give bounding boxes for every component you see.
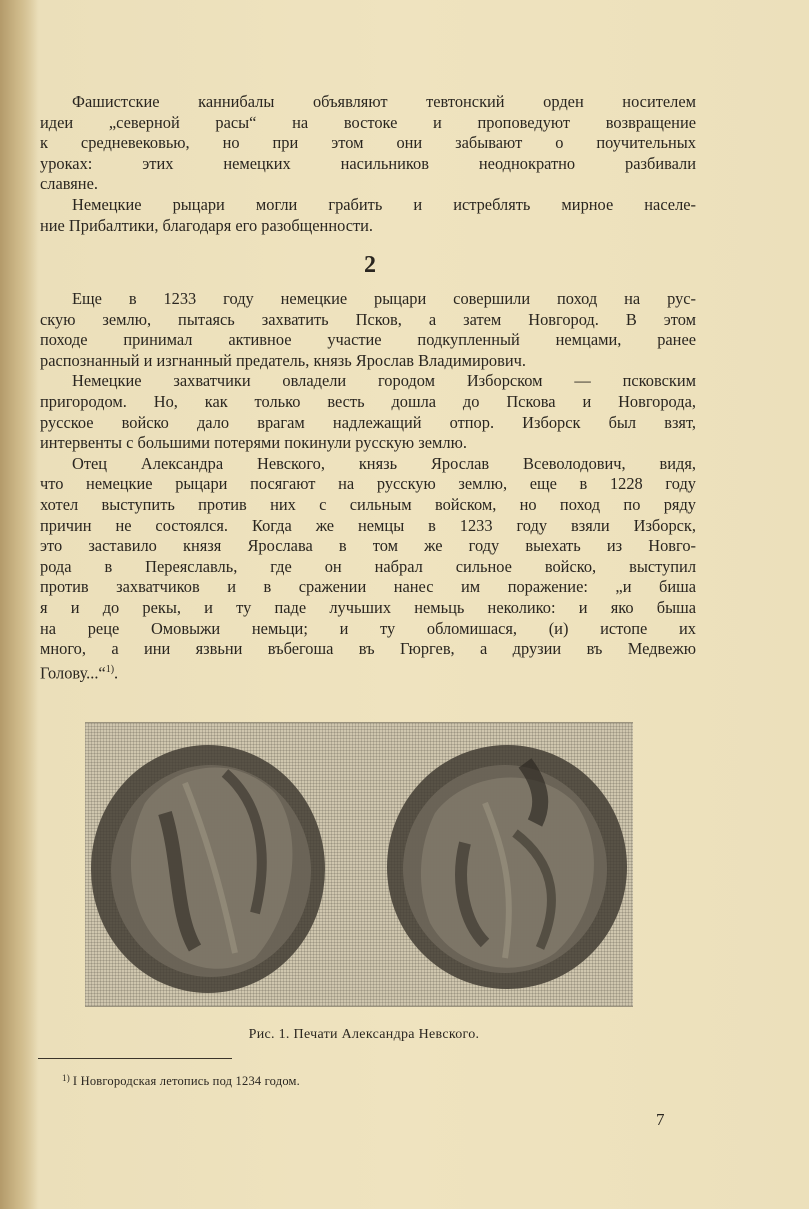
paragraph-line-text: Голову...“ [40,663,106,683]
paragraph-5 [40,454,696,684]
closing-parenthesis: . [114,663,119,683]
paragraph-line: Немецкие рыцари могли грабить и истреблять мирное населе- [72,194,696,214]
paragraph-line: я и до рекы, и ту паде лучьших немьць неколико: и яко быша [40,597,696,617]
footnote [62,1073,300,1089]
paragraph-line [40,660,696,684]
paragraph-line: скую землю, пытаясь захватить Псков, а затем Новгород. В этом [40,309,696,329]
paragraph-3 [40,289,696,371]
footnote-divider [38,1058,232,1059]
paragraph-line: Отец Александра Невского, князь Ярослав Всеволодович, видя, [72,453,696,473]
paragraph-line: пригородом. Но, как только весть дошла до Пскова и Новгорода, [40,391,696,411]
paragraph-line: славяне. [40,174,98,194]
paragraph-line: походе принимал активное участие подкупленный немцами, ранее [40,330,696,350]
paragraph-line: Фашистские каннибалы объявляют тевтонский орден носителем [72,92,696,111]
paragraph-2 [40,195,696,236]
paragraph-line: Еще в 1233 году немецкие рыцари совершили поход на рус- [72,289,696,308]
paragraph-line: это заставило князя Ярослава в том же году выехать из Новго- [40,536,696,556]
paragraph-line: к средневековью, но при этом они забывают о поучительных [40,133,696,153]
paragraph-line: против захватчиков и в сражении нанес им поражение: „и биша [40,577,696,597]
paragraph-line: уроках: этих немецких насильников неоднократно разбивали [40,153,696,173]
paragraph-line: распознанный и изгнанный предатель, князь Ярослав Владимирович. [40,350,526,370]
footnote-reference: 1) [105,663,115,675]
seals-illustration [85,723,633,1006]
paragraph-line: идеи „северной расы“ на востоке и проповедуют возвращение [40,112,696,132]
paragraph-4 [40,371,696,453]
paragraph-line: что немецкие рыцари посягают на русскую землю, еще в 1228 году [40,474,696,494]
figure-caption: Рис. 1. Печати Александра Невского. [248,1027,480,1042]
footnote-marker: 1) [62,1073,70,1083]
footnote-text: I Новгородская летопись под 1234 годом. [72,1074,300,1088]
page-number: 7 [656,1110,665,1129]
paragraph-1 [40,92,696,195]
paragraph-line: ние Прибалтики, благодаря его разобщенности. [40,215,374,235]
paragraph-line: русское войско дало врагам надлежащий отпор. Изборск был взят, [40,412,696,432]
seal-left [91,745,325,993]
text-block-intro [40,92,696,236]
paragraph-line: причин не состоялся. Когда же немцы в 1233 году взяли Изборск, [40,515,696,535]
section-number: 2 [364,252,376,278]
paragraph-line: на реце Омовыжи немьци; и ту обломишася, (и) истопе их [40,618,696,638]
paragraph-line: хотел выступить против них с сильным войском, но поход по ряду [40,494,696,514]
paragraph-line: Немецкие захватчики овладели городом Изборском — псковским [72,371,696,391]
paragraph-line: интервенты с большими потерями покинули русскую землю. [40,433,467,453]
paragraph-line: рода в Переяславль, где он набрал сильное войско, выступил [40,556,696,576]
text-block-main [40,289,696,684]
paragraph-line: много, а ини язвьни въбегоша въ Гюргев, а друзии въ Медвежю [40,639,696,659]
seal-right [387,745,627,989]
figure-seals-photo [85,722,633,1007]
